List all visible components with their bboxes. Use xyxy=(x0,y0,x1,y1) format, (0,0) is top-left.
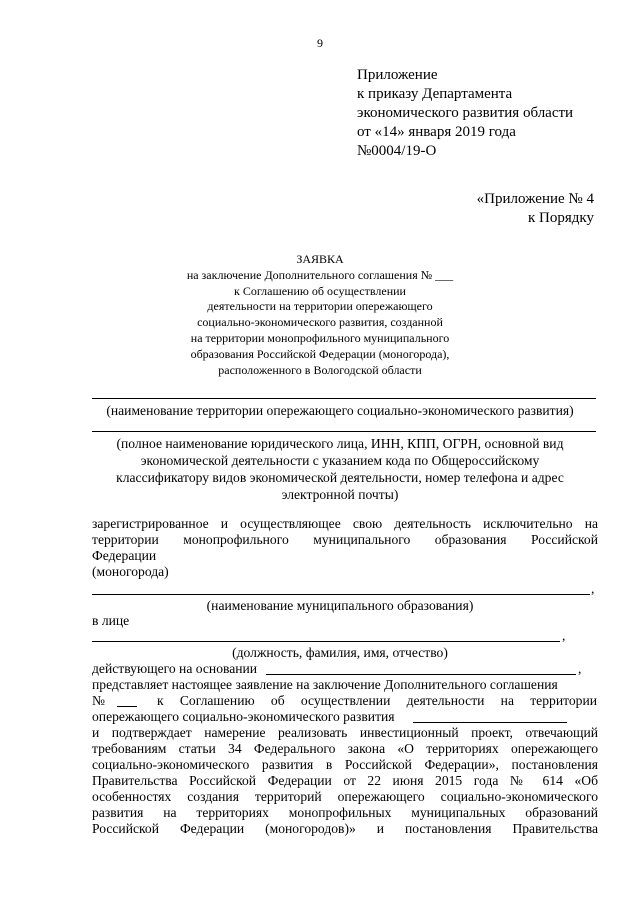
territory-name-field[interactable] xyxy=(92,398,596,399)
registered-text: зарегистрированное и осуществляющее свою деятельность исключительно на xyxy=(92,516,598,531)
registered-text: Федерации xyxy=(92,548,157,563)
territory-caption: (наименование территории опережающего социально-экономического развития) xyxy=(106,403,574,418)
legal-entity-caption xyxy=(80,435,600,503)
law-text: особенностях создания территорий опережающего социально-экономического xyxy=(92,789,598,804)
legal-entity-field[interactable] xyxy=(92,431,596,432)
law-text: развития на территориях монопрофильных муниципальных образований xyxy=(92,805,598,820)
person-caption: (должность, фамилия, имя, отчество) xyxy=(232,645,448,660)
title-line: к Соглашению об осуществлении xyxy=(234,283,406,298)
application-title xyxy=(0,252,640,378)
agreement-number-field[interactable] xyxy=(117,706,137,707)
appendix-line: от «14» января 2019 года xyxy=(357,124,516,140)
appendix-line: №0004/19-О xyxy=(357,143,437,159)
law-text: Российской Федерации (моногородов)» и постановления Правительства xyxy=(92,821,598,836)
municipality-caption: (наименование муниципального образования) xyxy=(206,598,474,613)
annex-line: «Приложение № 4 xyxy=(476,191,594,207)
caption-line: (полное наименование юридического лица, ИНН, КПП, ОГРН, основной вид xyxy=(116,436,564,451)
page-number: 9 xyxy=(317,36,323,50)
acting-basis-label: действующего на основании xyxy=(92,661,258,676)
appendix-line: экономического развития области xyxy=(357,105,574,121)
appendix-header xyxy=(357,66,573,161)
person-field[interactable] xyxy=(92,641,560,642)
law-text: требованиям статьи 34 Федерального закона «О территориях опережающего xyxy=(92,741,598,756)
registered-text: (моногорода) xyxy=(92,564,169,579)
title-heading: ЗАЯВКА xyxy=(296,252,344,266)
caption-line: классификатору видов экономической деятельности, номер телефона и адрес xyxy=(116,470,564,485)
agreement-text: к Соглашению об осуществлении деятельности на территории xyxy=(157,693,597,708)
title-line: расположенного в Вологодской области xyxy=(218,362,422,377)
advanced-territory-text: опережающего социально-экономического развития xyxy=(92,709,395,724)
number-sign: № xyxy=(92,693,105,708)
territory-short-field[interactable] xyxy=(413,722,567,723)
law-text: Правительства Российской Федерации от 22 июня 2015 года № 614 «Об xyxy=(92,773,598,788)
annex-line: к Порядку xyxy=(528,210,594,226)
basis-field[interactable] xyxy=(266,674,576,675)
appendix-line: Приложение xyxy=(357,67,438,83)
title-line: на заключение Дополнительного соглашения № ___ xyxy=(186,267,454,282)
registered-text: территории монопрофильного муниципального образования Российской xyxy=(92,532,598,547)
appendix-line: к приказу Департамента xyxy=(357,86,513,102)
caption-line: экономической деятельности с указанием кода по Общероссийскому xyxy=(140,453,540,468)
comma: , xyxy=(562,628,566,643)
title-line: образования Российской Федерации (моногорода), xyxy=(190,346,450,361)
comma: , xyxy=(591,581,595,596)
annex-reference xyxy=(477,190,594,228)
caption-line: электронной почты) xyxy=(281,487,399,502)
in-person-label: в лице xyxy=(92,613,130,628)
title-line: деятельности на территории опережающего xyxy=(207,299,433,314)
confirms-text: и подтверждает намерение реализовать инвестиционный проект, отвечающий xyxy=(92,725,598,740)
title-line: социально-экономического развития, созданной xyxy=(197,315,443,330)
comma: , xyxy=(578,661,582,676)
municipality-name-field[interactable] xyxy=(92,594,590,595)
title-line: на территории монопрофильного муниципального xyxy=(190,330,450,345)
law-text: социально-экономического развития в Российской Федерации», постановления xyxy=(92,757,598,772)
presents-text: представляет настоящее заявление на заключение Дополнительного соглашения xyxy=(92,677,558,692)
